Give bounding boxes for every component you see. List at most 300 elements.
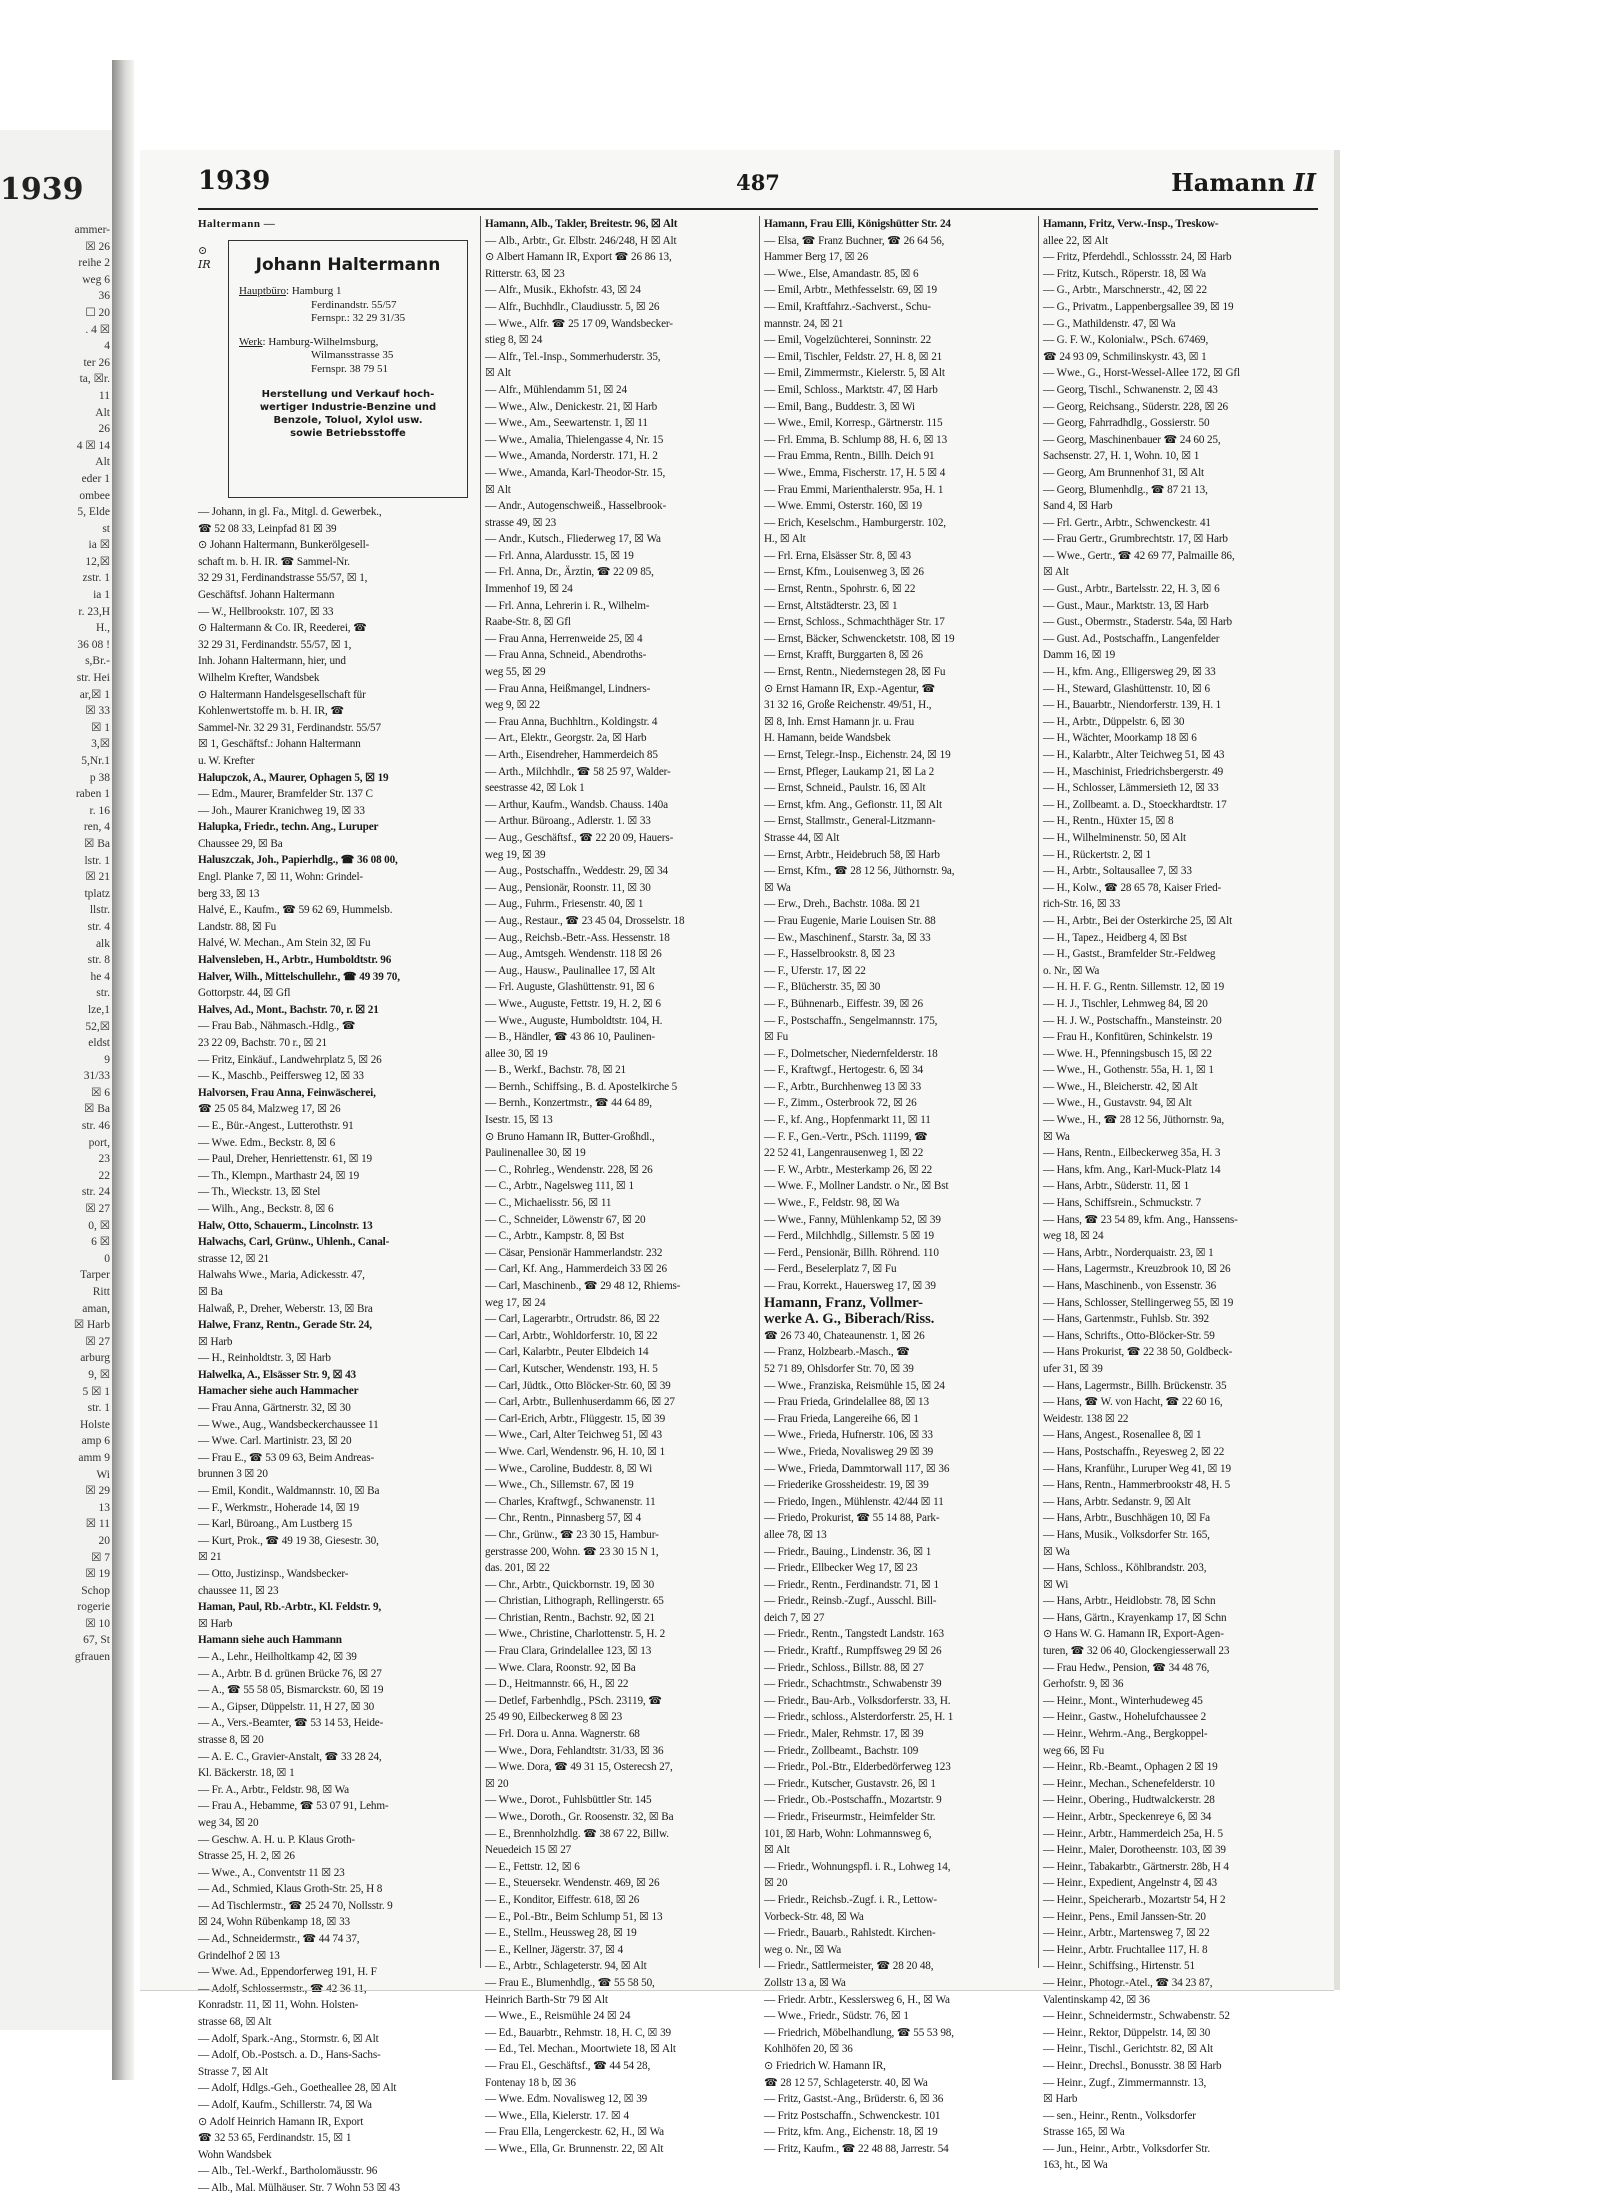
directory-entry-line: Sammel-Nr. 32 29 31, Ferdinandstr. 55/57 [198, 721, 381, 734]
directory-entry-line: — H., Kalarbtr., Alter Teichweg 51, ☒ 43 [1043, 749, 1225, 761]
left-page-line: ar,☒ 1 [79, 688, 110, 701]
directory-entry-line: deich 7, ☒ 27 [764, 1611, 825, 1624]
left-page-line: ☒ 29 [85, 1485, 110, 1498]
directory-entry-line: — Gust. Ad., Postschaffn., Langenfelder [1043, 632, 1220, 645]
directory-entry-line: Strasse 165, ☒ Wa [1043, 2126, 1125, 2139]
directory-entry-line: — Ernst, Schneid., Paulstr. 16, ☒ Alt [764, 782, 926, 795]
directory-entry-line: ☎ 32 53 65, Ferdinandstr. 15, ☒ 1 [198, 2132, 352, 2145]
directory-entry-line: — B., Händler, ☎ 43 86 10, Paulinen- [485, 1031, 655, 1044]
directory-entry-line: — Friedr., Schachtmstr., Schwabenstr 39 [764, 1678, 942, 1691]
directory-entry-line: — Wwe., Frieda, Dammtorwall 117, ☒ 36 [764, 1462, 950, 1475]
directory-entry-line: — Carl, Kalarbtr., Peuter Elbdeich 14 [485, 1346, 649, 1359]
directory-entry-line: gerstrasse 200, Wohn. ☎ 23 30 15 N 1, [485, 1545, 659, 1558]
directory-entry-line: — Heinr., Arbtr., Hammerdeich 25a, H. 5 [1043, 1827, 1223, 1840]
directory-entry-line: — B., Werkf., Bachstr. 78, ☒ 21 [485, 1064, 626, 1077]
directory-entry-line: — Emil, Kondit., Waldmannstr. 10, ☒ Ba [198, 1485, 380, 1498]
directory-entry-line: — A., Arbtr. B d. grünen Brücke 76, ☒ 27 [198, 1667, 382, 1680]
directory-entry-line: ⊙ Ernst Hamann IR, Exp.-Agentur, ☎ [764, 682, 936, 695]
directory-entry-line: — Ad., Schneidermstr., ☎ 44 74 37, [198, 1933, 360, 1946]
left-page-line: H., [95, 622, 110, 635]
directory-entry-line: — C., Schneider, Löwenstr 67, ☒ 20 [485, 1213, 646, 1226]
directory-entry-line: — Frau El., Geschäftsf., ☎ 44 54 28, [485, 2059, 651, 2072]
directory-entry-line: ⊙ Bruno Hamann IR, Butter-Großhdl., [485, 1130, 655, 1143]
left-page-line: 9 [104, 1053, 110, 1066]
directory-entry-line: Strasse 44, ☒ Alt [764, 831, 840, 844]
directory-entry-line: — Arth., Eisendreher, Hammerdeich 85 [485, 749, 658, 761]
directory-entry-line: — H., Steward, Glashüttenstr. 10, ☒ 6 [1043, 682, 1210, 695]
left-page-line: gfrauen [74, 1651, 110, 1664]
directory-entry-line: — Wwe., Alfr. ☎ 25 17 09, Wandsbecker- [485, 317, 673, 330]
haltermann-advertisement [198, 240, 472, 498]
directory-entry-line: Neuedeich 15 ☒ 27 [485, 1844, 572, 1857]
directory-entry-line: — Wwe. Ad., Eppendorferweg 191, H. F [198, 1966, 377, 1979]
directory-entry-line: — Ad Tischlermstr., ☎ 25 24 70, Nollsstr. 9 [198, 1899, 393, 1912]
directory-entry-line: seestrasse 42, ☒ Lok 1 [485, 782, 585, 795]
directory-entry-line: — Heinr., Obering., Hudtwalckerstr. 28 [1043, 1794, 1215, 1807]
left-page-line: ☒ Ba [84, 1103, 110, 1116]
directory-entry-line: Vorbeck-Str. 48, ☒ Wa [764, 1910, 864, 1923]
directory-entry-line: 32 29 31, Ferdinandstr. 55/57, ☒ 1, [198, 638, 352, 651]
ad-works-line-0: Hamburg-Wilhelmsburg, [268, 335, 379, 348]
directory-entry-line: — G., Mathildenstr. 47, ☒ Wa [1043, 317, 1176, 330]
left-page-line: ☐ 20 [85, 306, 110, 319]
directory-entry-line: mannstr. 24, ☒ 21 [764, 317, 844, 330]
directory-entry-line: Haluszczak, Joh., Papierhdlg., ☎ 36 08 00, [198, 854, 398, 867]
directory-entry-line: — Detlef, Farbenhdlg., PSch. 23119, ☎ [485, 1694, 663, 1707]
left-page-line: Holste [79, 1418, 110, 1431]
directory-entry-line: — Aug., Amtsgeh. Wendenstr. 118 ☒ 26 [485, 948, 662, 961]
directory-entry-line: — Frau Anna, Heißmangel, Lindners- [485, 682, 651, 695]
left-page-line: 3,☒ [91, 738, 110, 751]
left-page-line: ☒ 6 [91, 1086, 110, 1099]
directory-entry-line: — Gust., Obermstr., Staderstr. 54a, ☒ Harb [1043, 616, 1232, 629]
directory-entry-line: ☒ Alt [1043, 566, 1069, 579]
directory-entry-line: ☒ Harb [198, 1335, 233, 1348]
directory-entry-line: 52 71 89, Ohlsdorfer Str. 70, ☒ 39 [764, 1362, 914, 1375]
directory-entry-line: — Friedrich, Möbelhandlung, ☎ 55 53 98, [764, 2026, 954, 2039]
directory-entry-line: 23 22 09, Bachstr. 70 r., ☒ 21 [198, 1037, 327, 1049]
directory-entry-line: — Adolf, Spark.-Ang., Stormstr. 6, ☒ Alt [198, 2032, 379, 2045]
directory-entry-line: — Heinr., Wehrm.-Ang., Bergkoppel- [1043, 1728, 1208, 1741]
directory-entry-line: — G. F. W., Kolonialw., PSch. 67469, [1043, 334, 1209, 347]
directory-entry-line: — Frau Ella, Lengerckestr. 62, H., ☒ Wa [485, 2126, 664, 2139]
directory-entry-line: ☒ 20 [485, 1777, 509, 1790]
directory-entry-line: — Wwe. Edm. Novalisweg 12, ☒ 39 [485, 2093, 648, 2106]
left-page-line: 5,Nr.1 [81, 755, 110, 767]
directory-entry-line: ☎ 26 73 40, Chateaunenstr. 1, ☒ 26 [764, 1329, 925, 1342]
directory-entry-line: ☒ Ba [198, 1285, 223, 1298]
left-page-line: 67, St [83, 1634, 110, 1647]
directory-entry-line: — Wwe., F., Feldstr. 98, ☒ Wa [764, 1197, 900, 1210]
left-page-line: lstr. 1 [84, 854, 110, 867]
left-page-line: ☒ 21 [85, 871, 110, 884]
directory-entry-line: — Wwe., Ella, Gr. Brunnenstr. 22, ☒ Alt [485, 2142, 664, 2155]
directory-entry-line: — Ernst, Pfleger, Laukamp 21, ☒ La 2 [764, 765, 935, 778]
directory-entry-line: Damm 16, ☒ 19 [1043, 649, 1116, 662]
directory-entry-line: — Friedr., Reinsb.-Zugf., Ausschl. Bill- [764, 1595, 937, 1608]
directory-entry-line: — Adolf, Schlossermstr., ☎ 42 36 11, [198, 1982, 367, 1995]
directory-entry-line: strasse 49, ☒ 23 [485, 516, 557, 529]
left-page-line: ombee [79, 489, 110, 502]
directory-entry-line: — Wwe. Clara, Roonstr. 92, ☒ Ba [485, 1661, 636, 1674]
directory-entry-line: — Hans, Lagermstr., Kreuzbrook 10, ☒ 26 [1043, 1263, 1231, 1276]
directory-entry-line: — Hans, Arbtr., Buschhägen 10, ☒ Fa [1043, 1512, 1210, 1525]
directory-entry-line: — Carl, Maschinenb., ☎ 29 48 12, Rhiems- [485, 1280, 681, 1292]
directory-entry-line: — Frl. Erna, Elsässer Str. 8, ☒ 43 [764, 549, 911, 562]
left-page-line: Wi [96, 1468, 110, 1481]
book-gutter [112, 60, 134, 2080]
directory-entry-line: Hamann, Frau Elli, Königshütter Str. 24 [764, 218, 951, 230]
directory-entry-line: — Fritz, Kutsch., Röperstr. 18, ☒ Wa [1043, 267, 1206, 280]
directory-entry-line: — Heinr., Pens., Emil Janssen-Str. 20 [1043, 1910, 1206, 1923]
directory-entry-line: — Wwe., Ella, Kielerstr. 17. ☒ 4 [485, 2109, 629, 2122]
directory-entry-line: — Ad., Schmied, Klaus Groth-Str. 25, H 8 [198, 1883, 383, 1896]
directory-entry-line: — Friedr., Bauing., Lindenstr. 36, ☒ 1 [764, 1545, 932, 1558]
directory-entry-line: Halupka, Friedr., techn. Ang., Luruper [198, 821, 379, 834]
directory-entry-line: — F., Blücherstr. 35, ☒ 30 [764, 981, 881, 994]
column-1-entries [198, 504, 472, 2197]
ad-product-line: Benzole, Toluol, Xylol usw. [273, 415, 423, 426]
left-page-fragment [0, 130, 114, 2030]
directory-entry-line: — Carl, Kutscher, Wendenstr. 193, H. 5 [485, 1362, 658, 1375]
directory-entry-line: — Carl, Arbtr., Bullenhuserdamm 66, ☒ 27 [485, 1396, 675, 1409]
directory-entry-line: — Ernst, Bäcker, Schwencketstr. 108, ☒ 19 [764, 632, 955, 645]
directory-entry-line: — Jun., Heinr., Arbtr., Volksdorfer Str. [1043, 2142, 1210, 2155]
directory-entry-line: ☒ 20 [764, 1877, 788, 1890]
left-page-line: 52,☒ [85, 1020, 110, 1033]
left-page-line: raben 1 [75, 788, 110, 801]
left-page-line: weg 6 [82, 273, 110, 286]
directory-entry-line: — F. W., Arbtr., Mesterkamp 26, ☒ 22 [764, 1163, 933, 1176]
directory-entry-line: — Frau Bab., Nähmasch.-Hdlg., ☎ [198, 1020, 356, 1033]
directory-entry-line: — E., Pol.-Btr., Beim Schlump 51, ☒ 13 [485, 1910, 663, 1923]
directory-entry-line: — C., Arbtr., Nagelsweg 111, ☒ 1 [485, 1180, 634, 1193]
directory-entry-line: — Erich, Keselschm., Hamburgerstr. 102, [764, 516, 946, 529]
directory-entry-line: — sen., Heinr., Rentn., Volksdorfer [1043, 2109, 1196, 2122]
directory-entry-line: Halves, Ad., Mont., Bachstr. 70, r. ☒ 21 [198, 1003, 379, 1016]
directory-entry-line: Heinrich Barth-Str 79 ☒ Alt [485, 1993, 608, 2006]
directory-entry-line: ☎ 52 08 33, Leinpfad 81 ☒ 39 [198, 522, 337, 535]
directory-entry-line: — H., Maschinist, Friedrichsbergerstr. 49 [1043, 765, 1224, 778]
directory-entry-line: ☎ 28 12 57, Schlageterstr. 40, ☒ Wa [764, 2076, 928, 2089]
directory-entry-line: — H., Tapez., Heidberg 4, ☒ Bst [1043, 931, 1187, 944]
directory-entry-line: — Frl. Anna, Dr., Ärztin, ☎ 22 09 85, [485, 566, 654, 579]
directory-entry-line: — Friedr., Ellbecker Weg 17, ☒ 23 [764, 1562, 918, 1575]
directory-entry-line: — Geschw. A. H. u. P. Klaus Groth- [198, 1833, 356, 1846]
directory-entry-line: — Wwe. Edm., Beckstr. 8, ☒ 6 [198, 1136, 336, 1149]
directory-entry-line: — H., Wilhelminenstr. 50, ☒ Alt [1043, 831, 1187, 844]
directory-entry-line: — F. F., Gen.-Vertr., PSch. 11199, ☎ [764, 1130, 928, 1143]
directory-entry-line: — Emil, Zimmermstr., Kielerstr. 5, ☒ Alt [764, 367, 945, 380]
directory-entry-line: — Friedr., Zollbeamt., Bachstr. 109 [764, 1744, 919, 1757]
left-page-line: str. 24 [81, 1186, 110, 1199]
directory-entry-line: Inh. Johann Haltermann, hier, und [198, 655, 346, 668]
directory-entry-line: — E., Kellner, Jägerstr. 37, ☒ 4 [485, 1943, 624, 1956]
directory-entry-line: — Frau Anna, Gärtnerstr. 32, ☒ 30 [198, 1402, 351, 1415]
directory-entry-line: — Th., Wieckstr. 13, ☒ Stel [198, 1186, 321, 1199]
ad-marks [198, 244, 216, 272]
directory-entry-line: — Hans, Gartenmstr., Fuhlsb. Str. 392 [1043, 1313, 1209, 1326]
directory-entry-line: — H., Arbtr., Bei der Osterkirche 25, ☒ Alt [1043, 914, 1233, 927]
directory-entry-line: — Wwe., Frieda, Novalisweg 29 ☒ 39 [764, 1445, 934, 1458]
directory-entry-line: ☒ Harb [1043, 2093, 1078, 2106]
directory-entry-line: Weidestr. 138 ☒ 22 [1043, 1412, 1129, 1425]
directory-entry-line: ufer 31, ☒ 39 [1043, 1362, 1103, 1375]
directory-entry-line: — Ernst, Kfm., Louisenweg 3, ☒ 26 [764, 566, 924, 579]
directory-entry-line: — Heinr., Mechan., Schenefelderstr. 10 [1043, 1777, 1215, 1790]
directory-entry-line: — Wwe., H., ☎ 28 12 56, Jüthornstr. 9a, [1043, 1114, 1224, 1127]
left-page-line: ia 1 [93, 589, 110, 602]
directory-entry-line: Geschäftsf. Johann Haltermann [198, 588, 335, 601]
directory-entry-line: — Joh., Maurer Kranichweg 19, ☒ 33 [198, 804, 365, 817]
left-page-line: Ritt [92, 1286, 110, 1298]
directory-entry-line: ☒ Alt [485, 483, 511, 496]
directory-entry-line: — E., Stellm., Heussweg 28, ☒ 19 [485, 1927, 637, 1940]
directory-entry-line: — Wwe., Ch., Sillemstr. 67, ☒ 19 [485, 1479, 634, 1492]
ad-mark-circle: ⊙ [198, 244, 208, 257]
directory-entry-line: u. W. Krefter [198, 754, 255, 767]
ad-headquarters: Hauptbüro: Hamburg 1 Ferdinandstr. 55/57 Fernspr.: 32 29 31/35 [239, 285, 467, 326]
directory-entry-line: allee 78, ☒ 13 [764, 1528, 827, 1541]
directory-entry-line: ⊙ Haltermann Handelsgesellschaft für [198, 688, 366, 701]
directory-entry-line: Halw, Otto, Schauerm., Lincolnstr. 13 [198, 1219, 373, 1232]
directory-entry-line: — Friedr., Bauarb., Rahlstedt. Kirchen- [764, 1927, 936, 1940]
directory-entry-line: allee 30, ☒ 19 [485, 1047, 548, 1060]
directory-entry-line: — Hans, Schlosser, Stellingerweg 55, ☒ 19 [1043, 1296, 1234, 1309]
directory-entry-line: — D., Heitmannstr. 66, H., ☒ 22 [485, 1678, 629, 1691]
directory-entry-line: — Carl-Erich, Arbtr., Flüggestr. 15, ☒ 39 [485, 1412, 666, 1425]
directory-entry-line: 22 52 41, Langenrausenweg 1, ☒ 22 [764, 1147, 924, 1160]
ad-product-line: sowie Betriebsstoffe [290, 428, 406, 439]
directory-entry-line: — Heinr., Rb.-Beamt., Ophagen 2 ☒ 19 [1043, 1761, 1218, 1774]
directory-entry-line: Konradstr. 11, ☒ 11, Wohn. Holsten- [198, 1999, 359, 2012]
directory-entry-line: — Emil, Vogelzüchterei, Sonninstr. 22 [764, 334, 932, 347]
directory-entry-line: — Hans, Arbtr., Heidlobstr. 78, ☒ Schn [1043, 1595, 1216, 1608]
directory-entry-line: — Wwe., H., Gustavstr. 94, ☒ Alt [1043, 1097, 1192, 1110]
left-page-line: rogerie [77, 1601, 110, 1614]
directory-entry-line: — Adolf, Ob.-Postsch. a. D., Hans-Sachs- [198, 2049, 381, 2062]
left-page-line: ☒ Ba [84, 837, 110, 850]
directory-entry-line: strasse 8, ☒ 20 [198, 1733, 264, 1746]
left-page-line: Tarper [80, 1269, 110, 1282]
directory-entry-line: — Andr., Kutsch., Fliederweg 17, ☒ Wa [485, 533, 661, 546]
header-name [1171, 168, 1316, 197]
directory-entry-line: Immenhof 19, ☒ 24 [485, 583, 573, 596]
directory-entry-line: Wilhelm Krefter, Wandsbek [198, 671, 320, 684]
ad-product-line: Herstellung und Verkauf hoch- [261, 389, 435, 400]
directory-entry-line: — Carl, Jüdtk., Otto Blöcker-Str. 60, ☒ 39 [485, 1379, 671, 1392]
column-2 [480, 216, 755, 2155]
directory-entry-line: — Fritz, Kaufm., ☎ 22 48 88, Jarrestr. 54 [764, 2142, 949, 2155]
directory-entry-line: brunnen 3 ☒ 20 [198, 1468, 268, 1481]
directory-entry-line: — Ernst, Rentn., Spohrstr. 6, ☒ 22 [764, 583, 916, 596]
left-page-line: eldst [88, 1037, 110, 1050]
directory-entry-line: — Gust., Arbtr., Bartelsstr. 22, H. 3, ☒ 6 [1043, 583, 1220, 596]
directory-entry-line: — Fritz Postschaffn., Schwenckestr. 101 [764, 2109, 941, 2122]
directory-entry-line: — Karl, Büroang., Am Lustberg 15 [198, 1518, 353, 1531]
directory-entry-line: — Hans, Postschaffn., Reyesweg 2, ☒ 22 [1043, 1445, 1225, 1458]
page-bottom-edge [140, 1990, 1334, 2051]
directory-entry-line: Halver, Wilh., Mittelschullehr., ☎ 49 39 70, [198, 970, 400, 983]
directory-entry-line: — A. E. C., Gravier-Anstalt, ☎ 33 28 24, [198, 1750, 382, 1763]
directory-entry-line: turen, ☎ 32 06 40, Glockengiesserwall 23 [1043, 1645, 1230, 1658]
left-page-line: 12,☒ [85, 555, 110, 568]
directory-entry-line: — Christian, Lithograph, Rellingerstr. 65 [485, 1595, 664, 1608]
left-page-line: 4 ☒ 14 [76, 439, 110, 452]
directory-entry-line: Ritterstr. 63, ☒ 23 [485, 267, 565, 280]
directory-entry-line: — Fritz, Gastst.-Ang., Brüderstr. 6, ☒ 36 [764, 2093, 944, 2106]
directory-entry-line: — Frl. Anna, Alardusstr. 15, ☒ 19 [485, 549, 634, 562]
directory-entry-line: — Alb., Arbtr., Gr. Elbstr. 246/248, H ☒ Alt [485, 234, 677, 247]
directory-entry-line: — C., Michaelisstr. 56, ☒ 11 [485, 1197, 612, 1210]
directory-entry-line: Haman, Paul, Rb.-Arbtr., Kl. Feldstr. 9, [198, 1601, 382, 1614]
directory-entry-line: — Heinr., Zugf., Zimmermannstr. 13, [1043, 2076, 1207, 2089]
directory-entry-line: weg 34, ☒ 20 [198, 1816, 259, 1829]
directory-entry-line: — Heinr., Expedient, Angelnstr 4, ☒ 43 [1043, 1877, 1217, 1890]
directory-entry-line: — Adolf, Kaufm., Schillerstr. 74, ☒ Wa [198, 2099, 372, 2111]
directory-entry-line: — Wwe., Frieda, Hufnerstr. 106, ☒ 33 [764, 1429, 933, 1442]
left-page-line: 11 [98, 389, 110, 402]
directory-entry-line: — K., Maschb., Peiffersweg 12, ☒ 33 [198, 1070, 364, 1083]
directory-entry-line: — Ernst, Stallmstr., General-Litzmann- [764, 815, 936, 828]
directory-entry-line: — Fritz, Pferdehdl., Schlossstr. 24, ☒ Harb [1043, 251, 1232, 264]
directory-entry-line: Landstr. 88, ☒ Fu [198, 920, 277, 933]
directory-entry-line: ☒ Harb [198, 1617, 233, 1630]
directory-entry-line: Hamann, Fritz, Verw.-Insp., Treskow- [1043, 218, 1219, 230]
directory-entry-line: Grindelhof 2 ☒ 13 [198, 1949, 280, 1962]
directory-entry-line: allee 22, ☒ Alt [1043, 234, 1108, 247]
directory-entry-line: — Friedr., Bau-Arb., Volksdorferstr. 33, H. [764, 1694, 951, 1707]
directory-entry-line: — Emil, Arbtr., Methfesselstr. 69, ☒ 19 [764, 284, 937, 297]
directory-entry-line: — Heinr., Arbtr., Martensweg 7, ☒ 22 [1043, 1927, 1210, 1940]
left-page-line: ☒ 19 [85, 1568, 110, 1581]
directory-entry-line: weg 66, ☒ Fu [1043, 1744, 1105, 1757]
directory-entry-line: o. Nr., ☒ Wa [1043, 964, 1100, 977]
left-page-line: ☒ 27 [85, 1203, 110, 1216]
directory-entry-line: — Wwe., H., Bleicherstr. 42, ☒ Alt [1043, 1080, 1198, 1093]
directory-entry-line: — Aug., Restaur., ☎ 23 45 04, Drosselstr. 18 [485, 914, 685, 927]
directory-entry-line: — Wwe., Else, Amandastr. 85, ☒ 6 [764, 267, 919, 280]
left-page-line: Alt [95, 456, 110, 469]
left-page-line: 4 [104, 340, 110, 353]
directory-entry-line: — Paul, Dreher, Henriettenstr. 61, ☒ 19 [198, 1153, 372, 1166]
directory-entry-line: — Frau E., ☎ 53 09 63, Beim Andreas- [198, 1451, 375, 1464]
left-page-line: aman, [82, 1302, 110, 1315]
directory-entry-line: — Friedr., Sattlermeister, ☎ 28 20 48, [764, 1960, 934, 1973]
directory-entry-line: stieg 8, ☒ 24 [485, 334, 543, 347]
directory-entry-line: — Emil, Tischler, Feldstr. 27, H. 8, ☒ 21 [764, 350, 943, 363]
left-page-line: 13 [98, 1501, 110, 1514]
left-page-line: str. 8 [87, 954, 110, 967]
directory-entry-line: — Friedr., Reichsb.-Zugf. i. R., Lettow- [764, 1893, 937, 1906]
directory-entry-line: — Alfr., Buchhdlr., Claudiusstr. 5, ☒ 26 [485, 300, 660, 313]
directory-entry-line: — Friedr., Kutscher, Gustavstr. 26, ☒ 1 [764, 1777, 936, 1790]
left-page-line: 31/33 [83, 1070, 110, 1083]
directory-entry-line: ☒ Wa [764, 881, 791, 894]
directory-entry-line: — Friedr., Maler, Rehmstr. 17, ☒ 39 [764, 1728, 924, 1741]
directory-entry-line: Halvorsen, Frau Anna, Feinwäscherei, [198, 1086, 376, 1099]
directory-entry-line: — Friedr., Ob.-Postschaffn., Mozartstr. 9 [764, 1794, 942, 1807]
directory-entry-line: — Frau A., Hebamme, ☎ 53 07 91, Lehm- [198, 1800, 389, 1813]
directory-entry-line: — Heinr., Photogr.-Atel., ☎ 34 23 87, [1043, 1976, 1213, 1989]
left-page-line: ☒ Harb [73, 1319, 110, 1332]
left-page-line: ☒ 1 [91, 721, 110, 734]
directory-entry-line: — H., kfm. Ang., Elligersweg 29, ☒ 33 [1043, 666, 1216, 679]
directory-entry-line: — Friedo, Prokurist, ☎ 55 14 88, Park- [764, 1512, 940, 1525]
directory-entry-line: schaft m. b. H. IR. ☎ Sammel-Nr. [198, 555, 350, 568]
directory-entry-line: — Georg, Blumenhdlg., ☎ 87 21 13, [1043, 483, 1208, 496]
directory-entry-line: — Frl. Auguste, Glashüttenstr. 91, ☒ 6 [485, 981, 655, 994]
directory-entry-line: — H. J., Tischler, Lehmweg 84, ☒ 20 [1043, 997, 1208, 1010]
directory-entry-line: — Hans, Gärtn., Krayenkamp 17, ☒ Schn [1043, 1611, 1227, 1624]
directory-entry-line: strasse 68, ☒ Alt [198, 2016, 272, 2029]
directory-entry-line: ☒ Wi [1043, 1578, 1069, 1591]
directory-entry-line: — Frl. Anna, Lehrerin i. R., Wilhelm- [485, 599, 650, 612]
directory-entry-line: Chaussee 29, ☒ Ba [198, 837, 283, 850]
page-header [198, 164, 1318, 210]
directory-entry-line: — Friedo, Ingen., Mühlenstr. 42/44 ☒ 11 [764, 1495, 944, 1508]
directory-entry-line: — Friederike Grossheidestr. 19, ☒ 39 [764, 1479, 929, 1492]
directory-entry-line: — Chr., Rentn., Pinnasberg 57, ☒ 4 [485, 1512, 642, 1525]
left-page-line: Alt [95, 406, 110, 419]
directory-entry-line: — Cäsar, Pensionär Hammerlandstr. 232 [485, 1246, 663, 1259]
directory-entry-line: ⊙ Johann Haltermann, Bunkerölgesell- [198, 539, 370, 552]
directory-entry-line: — Heinr., Arbtr. Fruchtallee 117, H. 8 [1043, 1943, 1208, 1956]
ad-company: Johann Haltermann [255, 255, 441, 275]
directory-entry-line: — Emil, Schloss., Marktstr. 47, ☒ Harb [764, 383, 938, 396]
directory-entry-line: — Heinr., Drechsl., Bonusstr. 38 ☒ Harb [1043, 2059, 1222, 2072]
directory-entry-line: — Ernst, kfm. Ang., Gefionstr. 11, ☒ Alt [764, 798, 942, 811]
directory-entry-line: — Wwe., Emma, Fischerstr. 17, H. 5 ☒ 4 [764, 466, 946, 479]
directory-entry-line: — Kurt, Prok., ☎ 49 19 38, Giesestr. 30, [198, 1534, 379, 1547]
directory-entry-line: chaussee 11, ☒ 23 [198, 1584, 279, 1597]
directory-entry-line: — Wwe., Gertr., ☎ 42 69 77, Palmaille 86, [1043, 549, 1235, 562]
directory-entry-line: Hamann, Franz, Vollmer- [764, 1294, 923, 1311]
left-page-line: s,Br.- [85, 655, 110, 668]
left-page-line: 6 ☒ [91, 1236, 110, 1249]
directory-entry-line: das. 201, ☒ 22 [485, 1562, 550, 1575]
directory-entry-line: Kohlenwertstoffe m. b. H. IR, ☎ [198, 705, 345, 718]
directory-entry-line: — Bernh., Schiffsing., B. d. Apostelkirche 5 [485, 1080, 678, 1093]
left-page-line: str. 1 [87, 1402, 110, 1415]
directory-entry-line: — Hans, Arbtr., Süderstr. 11, ☒ 1 [1043, 1180, 1190, 1193]
directory-entry-line: — Friedr., Kraftf., Rumpffsweg 29 ☒ 26 [764, 1645, 942, 1658]
directory-entry-line: — Hans, Musik., Volksdorfer Str. 165, [1043, 1528, 1210, 1541]
directory-entry-line: ☒ 8, Inh. Ernst Hamann jr. u. Frau [764, 715, 915, 728]
directory-entry-line: — F., Werkmstr., Hoherade 14, ☒ 19 [198, 1501, 360, 1514]
left-page-line: ☒ 11 [85, 1518, 110, 1531]
directory-entry-line: ☒ 1, Geschäftsf.: Johann Haltermann [198, 738, 361, 751]
directory-entry-line: weg 18, ☒ 24 [1043, 1230, 1104, 1243]
directory-entry-line: — H. J. W., Postschaffn., Mansteinstr. 20 [1043, 1014, 1222, 1027]
left-page-line: str. 46 [81, 1120, 110, 1133]
directory-entry-line: — F., Kraftwgf., Hertogestr. 6, ☒ 34 [764, 1064, 924, 1077]
directory-entry-line: Engl. Planke 7, ☒ 11, Wohn: Grindel- [198, 871, 363, 884]
left-page-line: 5 ☒ 1 [82, 1385, 110, 1398]
directory-entry-line: — Ferd., Pensionär, Billh. Röhrend. 110 [764, 1246, 939, 1259]
left-page-line: ta, ☒r. [79, 373, 110, 386]
directory-entry-line: — H., Rentn., Hüxter 15, ☒ 8 [1043, 815, 1174, 828]
directory-entry-line: — Fr. A., Arbtr., Feldstr. 98, ☒ Wa [198, 1783, 349, 1796]
directory-entry-line: — E., Fettstr. 12, ☒ 6 [485, 1860, 580, 1873]
directory-entry-line: — Christian, Rentn., Bachstr. 92, ☒ 21 [485, 1611, 655, 1624]
directory-entry-line: — Heinr., Rektor, Düppelstr. 14, ☒ 30 [1043, 2026, 1211, 2039]
directory-entry-line: ☎ 24 93 09, Schmilinskystr. 43, ☒ 1 [1043, 350, 1207, 363]
directory-entry-line: — Georg, Reichsang., Süderstr. 228, ☒ 26 [1043, 400, 1228, 413]
left-page-line: tplatz [84, 887, 110, 900]
page-number: 487 [736, 170, 780, 195]
left-page-line: ☒ 10 [85, 1617, 110, 1630]
